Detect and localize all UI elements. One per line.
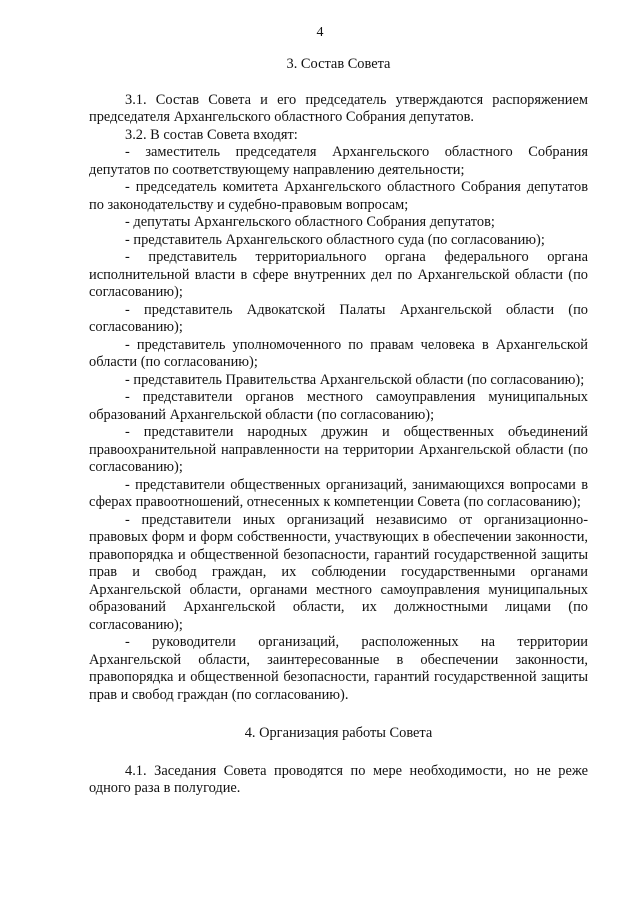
clause-4-1: 4.1. Заседания Совета проводятся по мере необходимости, но не реже одного раза в полугодие.: [89, 762, 588, 796]
section-4-heading: 4. Организация работы Совета: [244, 725, 433, 741]
list-item: - представитель Архангельского областного суда (по согласованию);: [125, 231, 545, 248]
list-item: - представитель Правительства Архангельской области (по согласованию);: [125, 371, 585, 388]
list-item: - представители органов местного самоуправления муниципальных образований Архангельской области (по согласованию);: [89, 389, 588, 423]
page-number: 4: [316, 25, 324, 40]
list-item: - депутаты Архангельского областного Собрания депутатов;: [125, 214, 495, 230]
list-item: - представитель Адвокатской Палаты Архангельской области (по согласованию);: [89, 301, 588, 335]
clause-3-1: 3.1. Состав Совета и его председатель утверждаются распоряжением председателя Архангельского областного Собрания депутатов.: [89, 91, 588, 125]
list-item: - представители общественных организаций, занимающихся вопросами в сферах правоотношений, отнесенных к компетенции Совета (по согласованию);: [89, 476, 588, 510]
document-body: [89, 56, 588, 798]
clause-3-2: 3.2. В состав Совета входят:: [125, 126, 298, 143]
list-item: - представитель уполномоченного по правам человека в Архангельской области (по согласованию);: [89, 336, 588, 370]
list-item: - заместитель председателя Архангельского областного Собрания депутатов по соответствующему направлению деятельности;: [89, 144, 588, 178]
list-item: - представители народных дружин и общественных объединений правоохранительной направленности на территории Архангельской области (по согласованию);: [89, 424, 588, 475]
section-3-heading: 3. Состав Совета: [286, 56, 391, 72]
list-item: - представитель территориального органа федерального органа исполнительной власти в сфере внутренних дел по Архангельской области (по согласованию);: [89, 249, 588, 300]
list-item: - представители иных организаций независимо от организационно-правовых форм и форм собственности, участвующих в обеспечении законности, правопорядка и общественной безопасности, гарантий государственной защиты прав и свобод граждан, их соблюдении государственными органами Архангельской области, органами местного самоуправления муниципальных образований Архангельской области, их должностными лицами (по согласованию);: [89, 511, 588, 633]
list-item: - председатель комитета Архангельского областного Собрания депутатов по законодательству и судебно-правовым вопросам;: [89, 179, 588, 213]
list-item: - руководители организаций, расположенных на территории Архангельской области, заинтересованные в обеспечении законности, правопорядка и общественной безопасности, гарантий государственной защиты прав и свобод граждан (по согласованию).: [89, 634, 588, 703]
